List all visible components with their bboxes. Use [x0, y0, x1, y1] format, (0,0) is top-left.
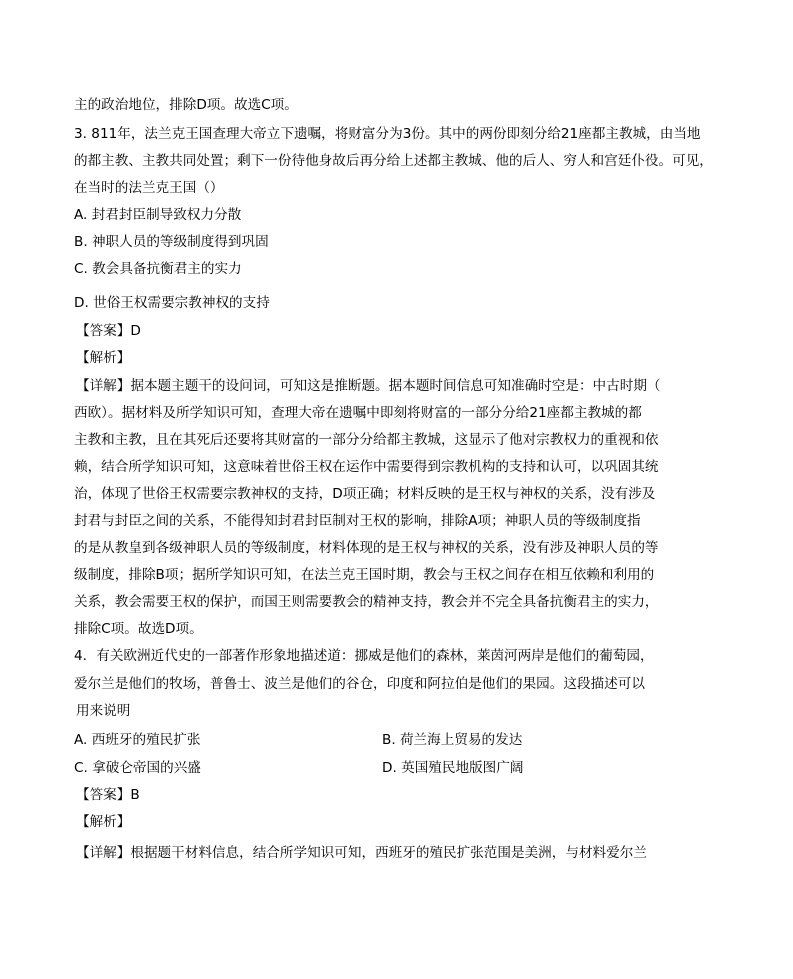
question-3-explanation-line: 主教和主教，且在其死后还要将其财富的一部分分给都主教城，这显示了他对宗教权力的重视和依: [74, 432, 659, 448]
question-4-option-a: A. 西班牙的殖民扩张: [74, 732, 201, 748]
question-4-stem-line: 用来说明: [76, 703, 131, 719]
question-4-option-d: D. 英国殖民地版图广阔: [382, 760, 524, 776]
question-3-answer: 【答案】D: [76, 323, 141, 339]
question-3-option-d: D. 世俗王权需要宗教神权的支持: [74, 295, 270, 311]
question-3-explanation-line: 排除C项。故选D项。: [74, 621, 203, 637]
question-4-stem-line: 4．有关欧洲近代史的一部著作形象地描述道：挪威是他们的森林，莱茵河两岸是他们的葡萄园，: [74, 648, 654, 664]
question-3-explanation-line: 级制度，排除B项；据所学知识可知，在法兰克王国时期，教会与王权之间存在相互依赖和利用的: [74, 567, 655, 583]
question-3-explanation-line: 的是从教皇到各级神职人员的等级制度，材料体现的是王权与神权的关系，没有涉及神职人员的等: [74, 540, 659, 556]
question-4-option-c: C. 拿破仑帝国的兴盛: [74, 760, 201, 776]
text-line: 主的政治地位，排除D项。故选C项。: [74, 97, 298, 113]
question-3-option-c: C. 教会具备抗衡君主的实力: [74, 261, 242, 277]
question-4-explanation-line: 【详解】根据题干材料信息，结合所学知识可知，西班牙的殖民扩张范围是美洲，与材料爱尔兰: [76, 845, 647, 861]
question-3-explanation-line: 封君与封臣之间的关系，不能得知封君封臣制对王权的影响，排除A项；神职人员的等级制度指: [74, 513, 641, 529]
question-3-explanation-line: 治，体现了世俗王权需要宗教神权的支持，D项正确；材料反映的是王权与神权的关系，没有涉及: [74, 486, 656, 502]
question-3-analysis-heading: 【解析】: [76, 350, 131, 366]
question-4-option-b: B. 荷兰海上贸易的发达: [382, 732, 523, 748]
question-3-option-b: B. 神职人员的等级制度得到巩固: [74, 234, 269, 250]
question-3-explanation-line: 赖，结合所学知识可知，这意味着世俗王权在运作中需要得到宗教机构的支持和认可，以巩固其统: [74, 459, 659, 475]
question-3-explanation-line: 西欧）。据材料及所学知识可知，查理大帝在遗嘱中即刻将财富的一部分分给21座都主教城的都: [74, 405, 642, 421]
question-3-explanation-line: 关系，教会需要王权的保护，而国王则需要教会的精神支持，教会并不完全具备抗衡君主的实力，: [74, 594, 659, 610]
question-4-answer: 【答案】B: [76, 787, 140, 803]
question-4-stem-line: 爱尔兰是他们的牧场，普鲁士、波兰是他们的谷仓，印度和阿拉伯是他们的果园。这段描述可以: [74, 676, 645, 692]
question-3-option-a: A. 封君封臣制导致权力分散: [74, 207, 242, 223]
question-3-explanation-line: 【详解】据本题主题干的设问词，可知这是推断题。据本题时间信息可知准确时空是：中古时期（: [76, 378, 661, 394]
question-3-stem-line: 3. 811年，法兰克王国查理大帝立下遗嘱，将财富分为3份。其中的两份即刻分给21座都主教城，由当地: [74, 126, 701, 142]
question-4-analysis-heading: 【解析】: [76, 814, 131, 830]
question-3-stem-line: 在当时的法兰克王国（）: [74, 180, 224, 196]
question-3-stem-line: 的都主教、主教共同处置；剩下一份待他身故后再分给上述都主教城、他的后人、穷人和宫廷仆役。可见，: [74, 153, 713, 169]
